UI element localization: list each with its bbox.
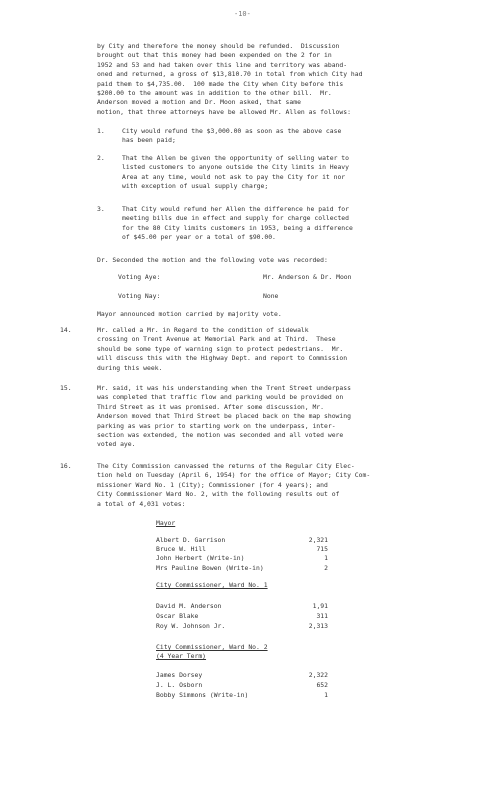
item-16-number: 16. <box>60 462 72 470</box>
mayor-votes-2: 715 <box>316 545 328 553</box>
mayor-candidate-2: Bruce W. Hill <box>156 545 207 553</box>
condition-3-text: That City would refund her Allen the difference he paid for meeting bills due in effect and supply for charge collected for the 80 City limits customers in 1953, being a difference of $45.00 per year or a total of $90.00. <box>122 205 353 242</box>
ward1-candidate-2: Oscar Blake <box>156 612 199 620</box>
ward2-subheading: (4 Year Term) <box>156 652 207 660</box>
mayor-votes-1: 2,321 <box>308 536 328 544</box>
ward1-candidate-1: David M. Anderson <box>156 602 222 610</box>
condition-1-text: City would refund the $3,000.00 as soon as the above case has been paid; <box>122 127 342 145</box>
ward2-votes-1: 2,322 <box>308 671 328 679</box>
ward1-heading: City Commissioner, Ward No. 1 <box>156 581 268 589</box>
item-15-number: 15. <box>60 384 72 392</box>
voting-nay-names: None <box>263 292 279 300</box>
condition-2-number: 2. <box>97 154 105 162</box>
item-14-text: Mr. called a Mr. in Regard to the condition of sidewalk crossing on Trent Avenue at Memorial Park and at Third. These should be some type of warning sign to protect pedestrians. Mr. will discuss this with the Highway Dept. and report to Commission during this week. <box>97 326 348 372</box>
condition-2-text: That the Allen be given the opportunity of selling water to listed customers to anyone outside the City limits in Heavy Area at any time, would not ask to pay the City for it nor with exception of usual supply charge; <box>122 154 350 191</box>
voting-nay-label: Voting Nay: <box>118 292 161 300</box>
ward1-votes-3: 2,313 <box>308 622 328 630</box>
condition-3-number: 3. <box>97 205 105 213</box>
mayor-votes-4: 2 <box>324 564 328 572</box>
ward1-votes-1: 1,91 <box>312 602 328 610</box>
ward1-candidate-3: Roy W. Johnson Jr. <box>156 622 226 630</box>
item-15-text: Mr. said, it was his understanding when the Trent Street underpass was completed that traffic flow and parking would be provided on Third Street as it was promised. After some discussion, Mr. Anderson moved that Third Street be placed back on the map showing parking as was prior to starting work on the underpass, inter- section was extended, the motion was seconded and all voted were voted aye. <box>97 384 351 449</box>
ward2-candidate-3: Bobby Simmons (Write-in) <box>156 691 249 699</box>
mayor-candidate-3: John Herbert (Write-in) <box>156 554 245 562</box>
voting-aye-names: Mr. Anderson & Dr. Moon <box>263 273 352 281</box>
mayor-heading: Mayor <box>156 519 176 527</box>
motion-statement: Dr. Seconded the motion and the following vote was recorded: <box>97 256 328 264</box>
mayor-votes-3: 1 <box>324 554 328 562</box>
voting-aye-label: Voting Aye: <box>118 273 161 281</box>
mayor-candidate-1: Albert D. Garrison <box>156 536 226 544</box>
ward2-candidate-2: J. L. Osborn <box>156 681 203 689</box>
page-number: -10- <box>234 10 251 18</box>
mayor-candidate-4: Mrs Pauline Bowen (Write-in) <box>156 564 264 572</box>
opening-paragraph: by City and therefore the money should be refunded. Discussion brought out that this money had been expended on the 2 for in 1952 and 53 and had taken over this line and territory was aband- oned and returned, a gross of $13,810.70 in total from which City had paid them to $4,735.00. 100 made the City when City before this $200.00 to the amount was in addition to the other bill. Mr. Anderson moved a motion and Dr. Moon asked, that same motion, that three attorneys have be allowed Mr. Allen as follows: <box>97 42 363 116</box>
item-14-number: 14. <box>60 326 72 334</box>
motion-result: Mayor announced motion carried by majority vote. <box>97 310 282 318</box>
condition-1-number: 1. <box>97 127 105 135</box>
ward2-votes-3: 1 <box>324 691 328 699</box>
ward2-votes-2: 652 <box>316 681 328 689</box>
item-16-text: The City Commission canvassed the returns of the Regular City Elec- tion held on Tuesday (April 6, 1954) for the office of Mayor; City Com- missioner Ward No. 1 (City); Commissioner (for 4 years); and City Commissioner Ward No. 2, with the following results out of a total of 4,031 votes: <box>97 462 371 508</box>
ward2-heading: City Commissioner, Ward No. 2 <box>156 643 268 651</box>
ward2-candidate-1: James Dorsey <box>156 671 203 679</box>
ward1-votes-2: 311 <box>316 612 328 620</box>
